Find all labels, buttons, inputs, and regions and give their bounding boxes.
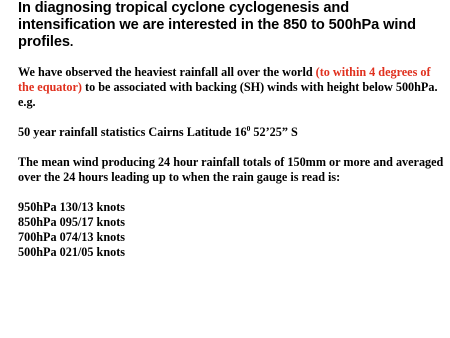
spacer	[18, 140, 448, 155]
spacer	[18, 51, 448, 65]
heading-tail: .	[69, 35, 74, 49]
paragraph-mean-wind: The mean wind producing 24 hour rainfall totals of 150mm or more and averaged over the 24 hours leading up to when the rain gauge is read is:	[18, 155, 444, 184]
slide-content	[18, 0, 448, 260]
observation-text-end: to be associated with backing (SH) winds with height below 500hPa.	[81, 80, 438, 94]
stats-title-end: 52’25” S	[250, 125, 298, 139]
stats-title-start: 50 year rainfall statistics Cairns Latitude 16	[18, 125, 247, 139]
spacer	[18, 185, 448, 200]
example-label: e.g.	[18, 95, 36, 109]
observation-text-start: We have observed the heaviest rainfall all over the world	[18, 65, 316, 79]
wind-entry: 500hPa 021/05 knots	[18, 245, 125, 259]
wind-entry: 700hPa 074/13 knots	[18, 230, 125, 244]
degree-superscript: 0	[246, 123, 251, 133]
wind-entry: 950hPa 130/13 knots	[18, 200, 125, 214]
equator-highlight: (to within 4 degrees of the equator)	[18, 65, 431, 94]
wind-list	[18, 200, 448, 260]
slide-heading	[18, 0, 448, 51]
spacer	[18, 110, 448, 125]
paragraph-observation	[18, 65, 448, 95]
heading-main: In diagnosing tropical cyclone cyclogenesis and intensification we are interested in the 850 to 500hPa wind profiles	[18, 0, 416, 50]
stats-title	[18, 125, 448, 140]
wind-entry: 850hPa 095/17 knots	[18, 215, 125, 229]
